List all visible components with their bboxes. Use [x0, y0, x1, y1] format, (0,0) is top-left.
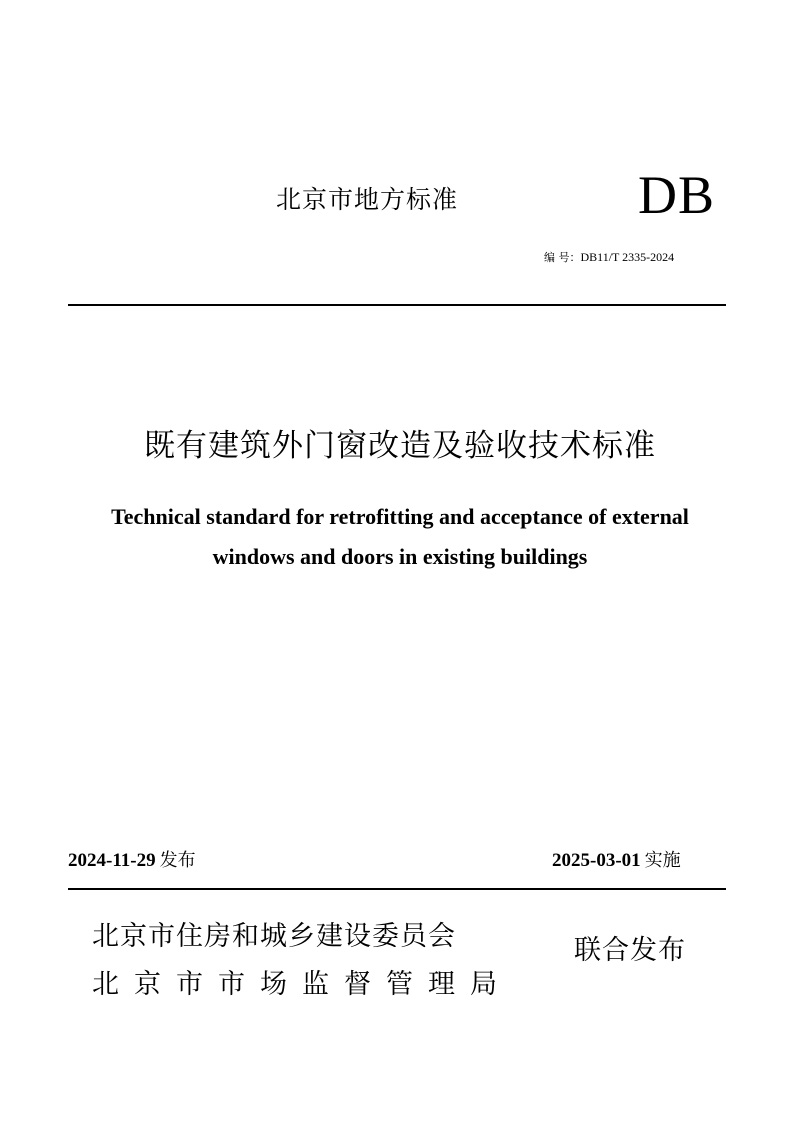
- publisher-authority-1: 北京市住房和城乡建设委员会: [92, 921, 456, 952]
- title-english-line2: windows and doors in existing buildings: [212, 544, 588, 569]
- top-divider: [68, 304, 726, 306]
- db-mark: DB: [638, 165, 716, 225]
- joint-issue-label: 联合发布: [574, 935, 686, 966]
- title-chinese: 既有建筑外门窗改造及验收技术标准: [144, 428, 656, 464]
- implement-date-value: 2025-03-01: [552, 850, 641, 871]
- standard-number-value: DB11/T 2335-2024: [580, 250, 675, 264]
- implement-label: 实施: [644, 850, 681, 871]
- implement-date: [552, 846, 681, 872]
- standard-type: 北京市地方标准: [276, 185, 459, 214]
- issue-label: 发布: [159, 850, 196, 871]
- standard-number: [544, 249, 674, 265]
- bottom-divider: [68, 888, 726, 890]
- publisher-authority-2: 北京市市场监督管理局: [92, 969, 512, 1000]
- standard-number-label: 编 号：: [544, 251, 581, 264]
- issue-date: [68, 846, 196, 872]
- issue-date-value: 2024-11-29: [68, 850, 156, 871]
- title-english-line1: Technical standard for retrofitting and acceptance of external: [111, 504, 689, 529]
